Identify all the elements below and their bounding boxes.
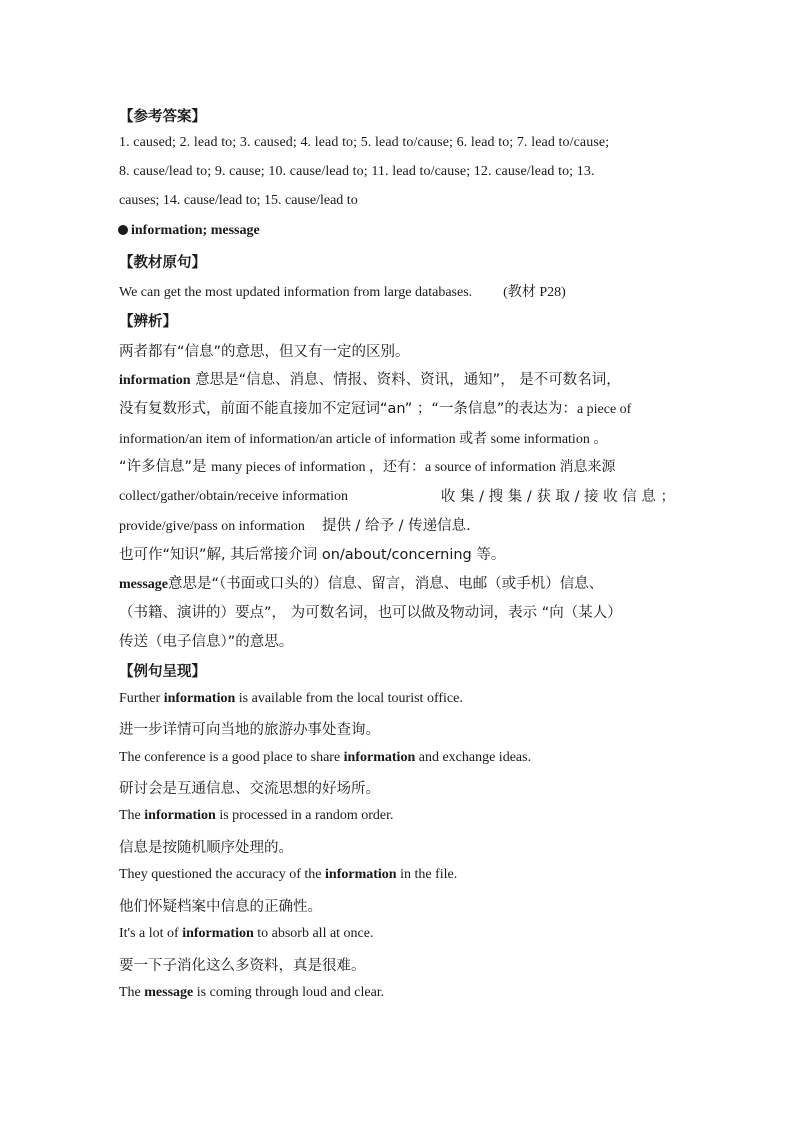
example-4-en: They questioned the accuracy of the information in the file. (119, 867, 458, 882)
bullet-dot-icon (118, 225, 128, 235)
original-sentence (119, 281, 566, 301)
example-2-zh: 研讨会是互通信息、交流思想的好场所。 (119, 781, 380, 797)
analysis-intro: 两者都有“信息”的意思，但又有一定的区别。 (119, 344, 410, 360)
information-keyword: information (119, 373, 191, 388)
original-sentence-text: We can get the most updated information from large databases. (119, 285, 473, 300)
example-3-en: The information is processed in a random order. (119, 808, 394, 823)
examples-heading: 【例句呈现】 (119, 664, 206, 680)
message-definition-line-1: message意思是“（书面或口头的）信息、留言，消息、电邮（或手机）信息、 (119, 576, 604, 592)
information-definition-line-7: 也可作“知识”解, 其后常接介词 on/about/concerning 等。 (119, 547, 506, 563)
original-source: (教材 P28) (503, 285, 566, 300)
original-heading: 【教材原句】 (119, 255, 206, 271)
topic-words: information; message (131, 223, 260, 238)
information-definition-line-5: collect/gather/obtain/receive information 收 集 / 搜 集 / 获 取 / 接 收 信 息 ； (119, 489, 675, 505)
information-definition-line-2: 没有复数形式，前面不能直接加不定冠词“an” ；“一条信息”的表达为：a piece of (119, 401, 632, 417)
answers-line-3: causes; 14. cause/lead to; 15. cause/lead to (119, 193, 358, 208)
topic-line (118, 223, 260, 239)
example-5-en: It's a lot of information to absorb all at once. (119, 926, 374, 941)
example-3-zh: 信息是按随机顺序处理的。 (119, 840, 293, 856)
example-1-en: Further information is available from the local tourist office. (119, 691, 463, 706)
information-definition-line-6: provide/give/pass on information 提供 / 给予 / 传递信息. (119, 518, 471, 534)
analysis-heading: 【辨析】 (119, 314, 177, 330)
example-2-en: The conference is a good place to share information and exchange ideas. (119, 750, 532, 765)
answers-heading: 【参考答案】 (119, 109, 206, 125)
answers-line-2: 8. cause/lead to; 9. cause; 10. cause/lead to; 11. lead to/cause; 12. cause/lead to; 13. (119, 164, 595, 179)
example-1-zh: 进一步详情可向当地的旅游办事处查询。 (119, 722, 380, 738)
message-definition-line-3: 传送（电子信息）”的意思。 (119, 634, 294, 650)
example-6-en: The message is coming through loud and clear. (119, 985, 385, 1000)
answers-line-1: 1. caused; 2. lead to; 3. caused; 4. lead to; 5. lead to/cause; 6. lead to; 7. lead to/cause; (119, 135, 610, 150)
message-definition-line-2: （书籍、演讲的）要点”， 为可数名词，也可以做及物动词，表示 “向（某人） (119, 605, 622, 621)
information-definition-line-3: information/an item of information/an article of information 或者 some information 。 (119, 432, 608, 447)
information-definition-line-4: “许多信息”是 many pieces of information ，还有：a source of information 消息来源 (119, 459, 616, 475)
example-5-zh: 要一下子消化这么多资料，真是很难。 (119, 958, 366, 974)
example-4-zh: 他们怀疑档案中信息的正确性。 (119, 899, 322, 915)
information-definition-line-1: information 意思是“信息、消息、情报、资料、资讯，通知”， 是不可数名词， (119, 372, 621, 388)
message-keyword: message (119, 577, 168, 592)
